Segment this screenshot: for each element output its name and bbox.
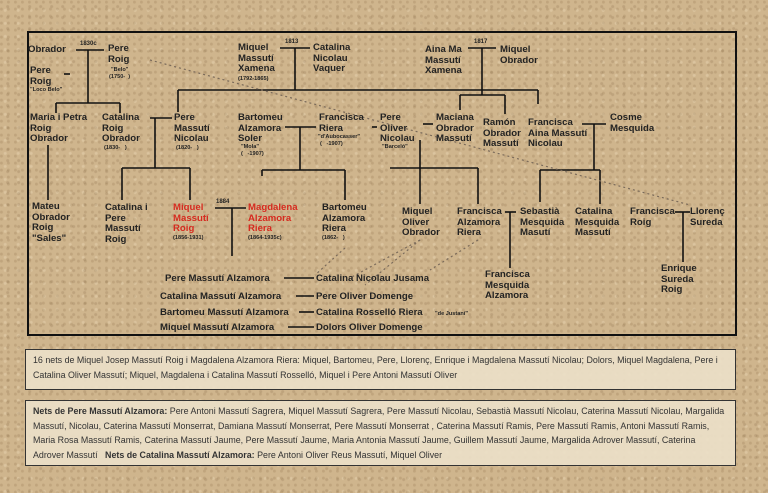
dates-catalina-roig: (1830- ): [104, 145, 127, 151]
person-francisca-aina-massuti: Francisca Aina Massutí Nicolau: [528, 117, 588, 149]
person-catalina-nicolau-vaquer: Catalina Nicolau Vaquer: [313, 42, 351, 74]
person-obrador: Obrador: [28, 44, 66, 55]
person-pere-roig-loco: Pere Roig: [30, 65, 52, 87]
dates-miquel-massuti-roig: (1856-1931): [173, 235, 204, 241]
dates-pere-roig-belo: (1750- ): [109, 74, 131, 80]
marriage-left-bartomeu: Bartomeu Massutí Alzamora: [160, 307, 289, 318]
dates-magdalena: (1864-1935c): [248, 235, 282, 241]
person-maria-petra: Maria i Petra Roig Obrador: [30, 112, 88, 144]
nickname-barcelo: "Barceló": [382, 144, 408, 150]
person-catalina-mesquida: Catalina Mesquida Massutí: [575, 206, 620, 238]
marriage-right-bartomeu: Catalina Rosselló Riera: [316, 307, 423, 318]
nickname-belo: "Belo": [111, 67, 129, 73]
person-ramon-obrador: Ramón Obrador Massutí: [483, 117, 521, 149]
dates-pere-massuti-nicolau: (1820- ): [176, 145, 199, 151]
person-francisca-alzamora-riera: Francisca Alzamora Riera: [457, 206, 502, 238]
marriage-right-catalina: Pere Oliver Domenge: [316, 291, 414, 302]
year-1813: 1813: [285, 39, 299, 45]
pere-descendants-text: Pere Antoni Massutí Sagrera, Miquel Massutí Sagrera, Pere Massutí Nicolau, Sebastià Massutí Nicolau, Caterina Massutí Nicolau, Margalida Massutí, Nicolau, Caterina Massutí Monserrat, Damiana Massutí Monserrat, Pere Massutí Monserrat , Caterina Massutí Ramis, Pere Massutí Ramis, Antoni Massutí Ramis, Maria Rosa Massutí Ramis, Caterina Massutí Jaume, Pere Massutí Jaume, Maria Antonia Massutí Jaume, Guillem Massutí Jaume, Margalida Adrover Massutí, Caterina Adrover Massutí: [33, 406, 725, 460]
year-1817: 1817: [474, 39, 488, 45]
person-bartomeu-alzamora-soler: Bartomeu Alzamora Soler: [238, 112, 283, 144]
person-enrique-sureda-roig: Enrique Sureda Roig: [661, 263, 697, 295]
person-catalina-pere-massuti-roig: Catalina i Pere Massutí Roig: [105, 202, 148, 245]
year-1884: 1884: [216, 199, 230, 205]
person-francisca-riera: Francisca Riera: [319, 112, 364, 134]
dates-miquel-xamena: (1792-1865): [238, 76, 269, 82]
pere-heading: Nets de Pere Massutí Alzamora:: [33, 406, 168, 416]
marriage-right-miquel: Dolors Oliver Domenge: [316, 322, 423, 333]
person-mateu-obrador: Mateu Obrador Roig "Sales": [32, 201, 70, 244]
grandchildren-box: [25, 349, 736, 390]
person-llorenc-sureda: Llorenç Sureda: [690, 206, 725, 228]
marriage-left-pere: Pere Massutí Alzamora: [165, 273, 270, 284]
person-bartomeu-alzamora-riera: Bartomeu Alzamora Riera: [322, 202, 367, 234]
person-pere-roig-belo: Pere Roig: [108, 43, 130, 65]
person-miquel-obrador: Miquel Obrador: [500, 44, 538, 66]
marriage-left-catalina: Catalina Massutí Alzamora: [160, 291, 282, 302]
person-maciana-obrador: Maciana Obrador Massutí: [436, 112, 474, 144]
dates-bartomeu-soler: ( -1907): [241, 151, 264, 157]
nickname-justani: "de Justaní": [435, 311, 468, 317]
person-magdalena-alzamora-riera: Magdalena Alzamora Riera: [248, 202, 298, 234]
grandchildren-text: 16 nets de Miquel Josep Massutí Roig i Magdalena Alzamora Riera: Miquel, Bartomeu, Pere, Llorenç, Enrique i Magdalena Massutí Nicolau; Dolors, Miquel Magdalena, Pere i Catalina Oliver Massutí; Miquel, Magdalena i Catalina Massutí Rosselló, Miquel i Pere Antoni Massutí Oliver: [33, 355, 718, 380]
person-pere-massuti-nicolau: Pere Massutí Nicolau: [174, 112, 210, 144]
solid-connectors: [48, 48, 690, 327]
person-cosme-mesquida: Cosme Mesquida: [610, 112, 655, 134]
catalina-heading: Nets de Catalina Massutí Alzamora:: [105, 449, 255, 460]
catalina-descendants-text: Pere Antoni Oliver Reus Massutí, Miquel Oliver: [254, 449, 443, 460]
person-francisca-roig: Francisca Roig: [630, 206, 675, 228]
nickname-loco-belo: "Loco Belo": [30, 87, 63, 93]
person-miquel-massuti-xamena: Miquel Massutí Xamena: [238, 42, 275, 74]
person-catalina-roig-obrador: Catalina Roig Obrador: [102, 112, 140, 144]
person-pere-oliver-nicolau: Pere Oliver Nicolau: [380, 112, 415, 144]
person-miquel-massuti-roig: Miquel Massutí Roig: [173, 202, 209, 234]
nickname-mola: "Mola": [241, 144, 260, 150]
person-sebastia-mesquida: Sebastià Mesquida Masutí: [520, 206, 565, 238]
nickname-aubocasser: "d'Aubocasser": [318, 134, 361, 140]
marriage-right-pere: Catalina Nicolau Jusama: [316, 273, 430, 284]
person-francisca-mesquida-alzamora: Francisca Mesquida Alzamora: [485, 269, 530, 301]
dates-francisca-riera: ( -1907): [320, 141, 343, 147]
descendants-box: [25, 400, 736, 466]
year-1830c: 1830c: [80, 41, 97, 47]
person-miquel-oliver-obrador: Miquel Oliver Obrador: [402, 206, 440, 238]
dates-bartomeu-riera: (1862- ): [322, 235, 345, 241]
marriage-left-miquel: Miquel Massutí Alzamora: [160, 322, 275, 333]
person-aina-massuti-xamena: Aina Ma Massutí Xamena: [425, 44, 462, 76]
